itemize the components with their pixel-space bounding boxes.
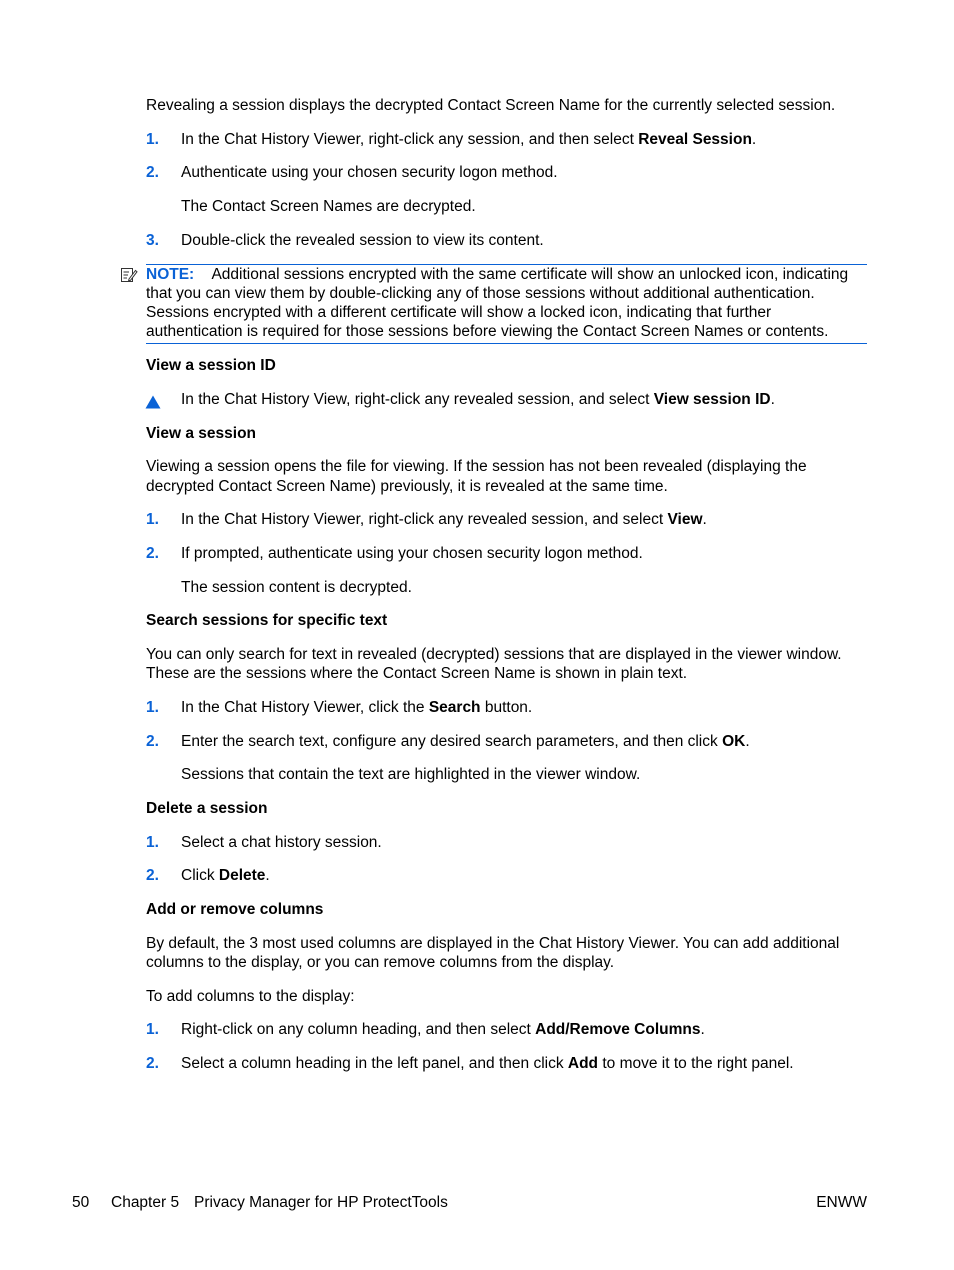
paragraph-line: Viewing a session opens the file for viewing. If the session has not been revealed (displaying the	[146, 458, 807, 475]
paragraph-line: To add columns to the display:	[146, 988, 355, 1005]
step-number: 2.	[146, 164, 159, 181]
paragraph-line: decrypted Contact Screen Name) previously, it is revealed at the same time.	[146, 478, 668, 495]
ui-term: Add/Remove Columns	[535, 1021, 701, 1038]
ui-term: View	[667, 511, 703, 528]
step-text: Right-click on any column heading, and then select Add/Remove Columns.	[181, 1021, 705, 1038]
step-text: In the Chat History Viewer, click the Search button.	[181, 699, 533, 716]
ui-term: Reveal Session	[638, 131, 752, 148]
section-heading: Search sessions for specific text	[146, 612, 388, 629]
ui-term: Add	[567, 1055, 599, 1072]
footer-title: Privacy Manager for HP ProtectTools	[194, 1194, 448, 1211]
ui-term: View session ID	[653, 391, 771, 408]
step-text: Double-click the revealed session to view its content.	[181, 232, 544, 249]
step-number: 2.	[146, 545, 159, 562]
step-text: Enter the search text, configure any desired search parameters, and then click OK.	[181, 733, 750, 750]
note-line: NOTE: Additional sessions encrypted with the same certificate will show an unlocked icon, indicating	[146, 266, 849, 283]
note-line: Sessions encrypted with a different certificate will show a locked icon, indicating that further	[146, 304, 772, 321]
ui-term: Search	[428, 699, 481, 716]
page-number: 50	[72, 1194, 90, 1211]
step-result: The Contact Screen Names are decrypted.	[181, 198, 476, 215]
paragraph-line: You can only search for text in revealed (decrypted) sessions that are displayed in the viewer window.	[146, 646, 842, 663]
step-number: 1.	[146, 1021, 159, 1038]
step-text: Select a column heading in the left panel, and then click Add to move it to the right panel.	[181, 1055, 794, 1072]
paragraph-line: columns to the display, or you can remove columns from the display.	[146, 954, 615, 971]
note-label: NOTE:	[146, 266, 195, 283]
step-number: 2.	[146, 1055, 159, 1072]
step-number: 2.	[146, 867, 159, 884]
intro-paragraph: Revealing a session displays the decrypted Contact Screen Name for the currently selected session.	[146, 97, 836, 114]
step-text: If prompted, authenticate using your chosen security logon method.	[181, 545, 643, 562]
step-text: Click Delete.	[181, 867, 270, 884]
step-text: In the Chat History Viewer, right-click any session, and then select Reveal Session.	[181, 131, 757, 148]
note-icon	[120, 266, 138, 284]
section-heading: View a session	[146, 425, 256, 442]
step-text: Select a chat history session.	[181, 834, 382, 851]
section-heading: Delete a session	[146, 800, 268, 817]
paragraph-line: These are the sessions where the Contact Screen Name is shown in plain text.	[146, 665, 688, 682]
step-number: 1.	[146, 131, 159, 148]
section-heading: View a session ID	[146, 357, 276, 374]
ui-term: OK	[722, 733, 746, 750]
step-number: 1.	[146, 511, 159, 528]
step-number: 3.	[146, 232, 159, 249]
footer-chapter: Chapter 5	[111, 1194, 180, 1211]
step-number: 2.	[146, 733, 159, 750]
step-number: 1.	[146, 699, 159, 716]
note-line: that you can view them by double-clicking any of those sessions without additional authentication.	[146, 285, 815, 302]
paragraph-line: By default, the 3 most used columns are displayed in the Chat History Viewer. You can add additional	[146, 935, 840, 952]
step-result: Sessions that contain the text are highlighted in the viewer window.	[181, 766, 641, 783]
ui-term: Delete	[218, 867, 266, 884]
footer-enww: ENWW	[816, 1194, 867, 1211]
step-number: 1.	[146, 834, 159, 851]
triangle-bullet-icon	[145, 395, 161, 409]
step-text: In the Chat History View, right-click any revealed session, and select View session ID.	[181, 391, 775, 408]
section-heading: Add or remove columns	[146, 901, 324, 918]
note-line: authentication is required for those sessions before viewing the Contact Screen Names or contents.	[146, 323, 829, 340]
step-text: In the Chat History Viewer, right-click any revealed session, and select View.	[181, 511, 707, 528]
step-result: The session content is decrypted.	[181, 579, 412, 596]
step-text: Authenticate using your chosen security logon method.	[181, 164, 558, 181]
